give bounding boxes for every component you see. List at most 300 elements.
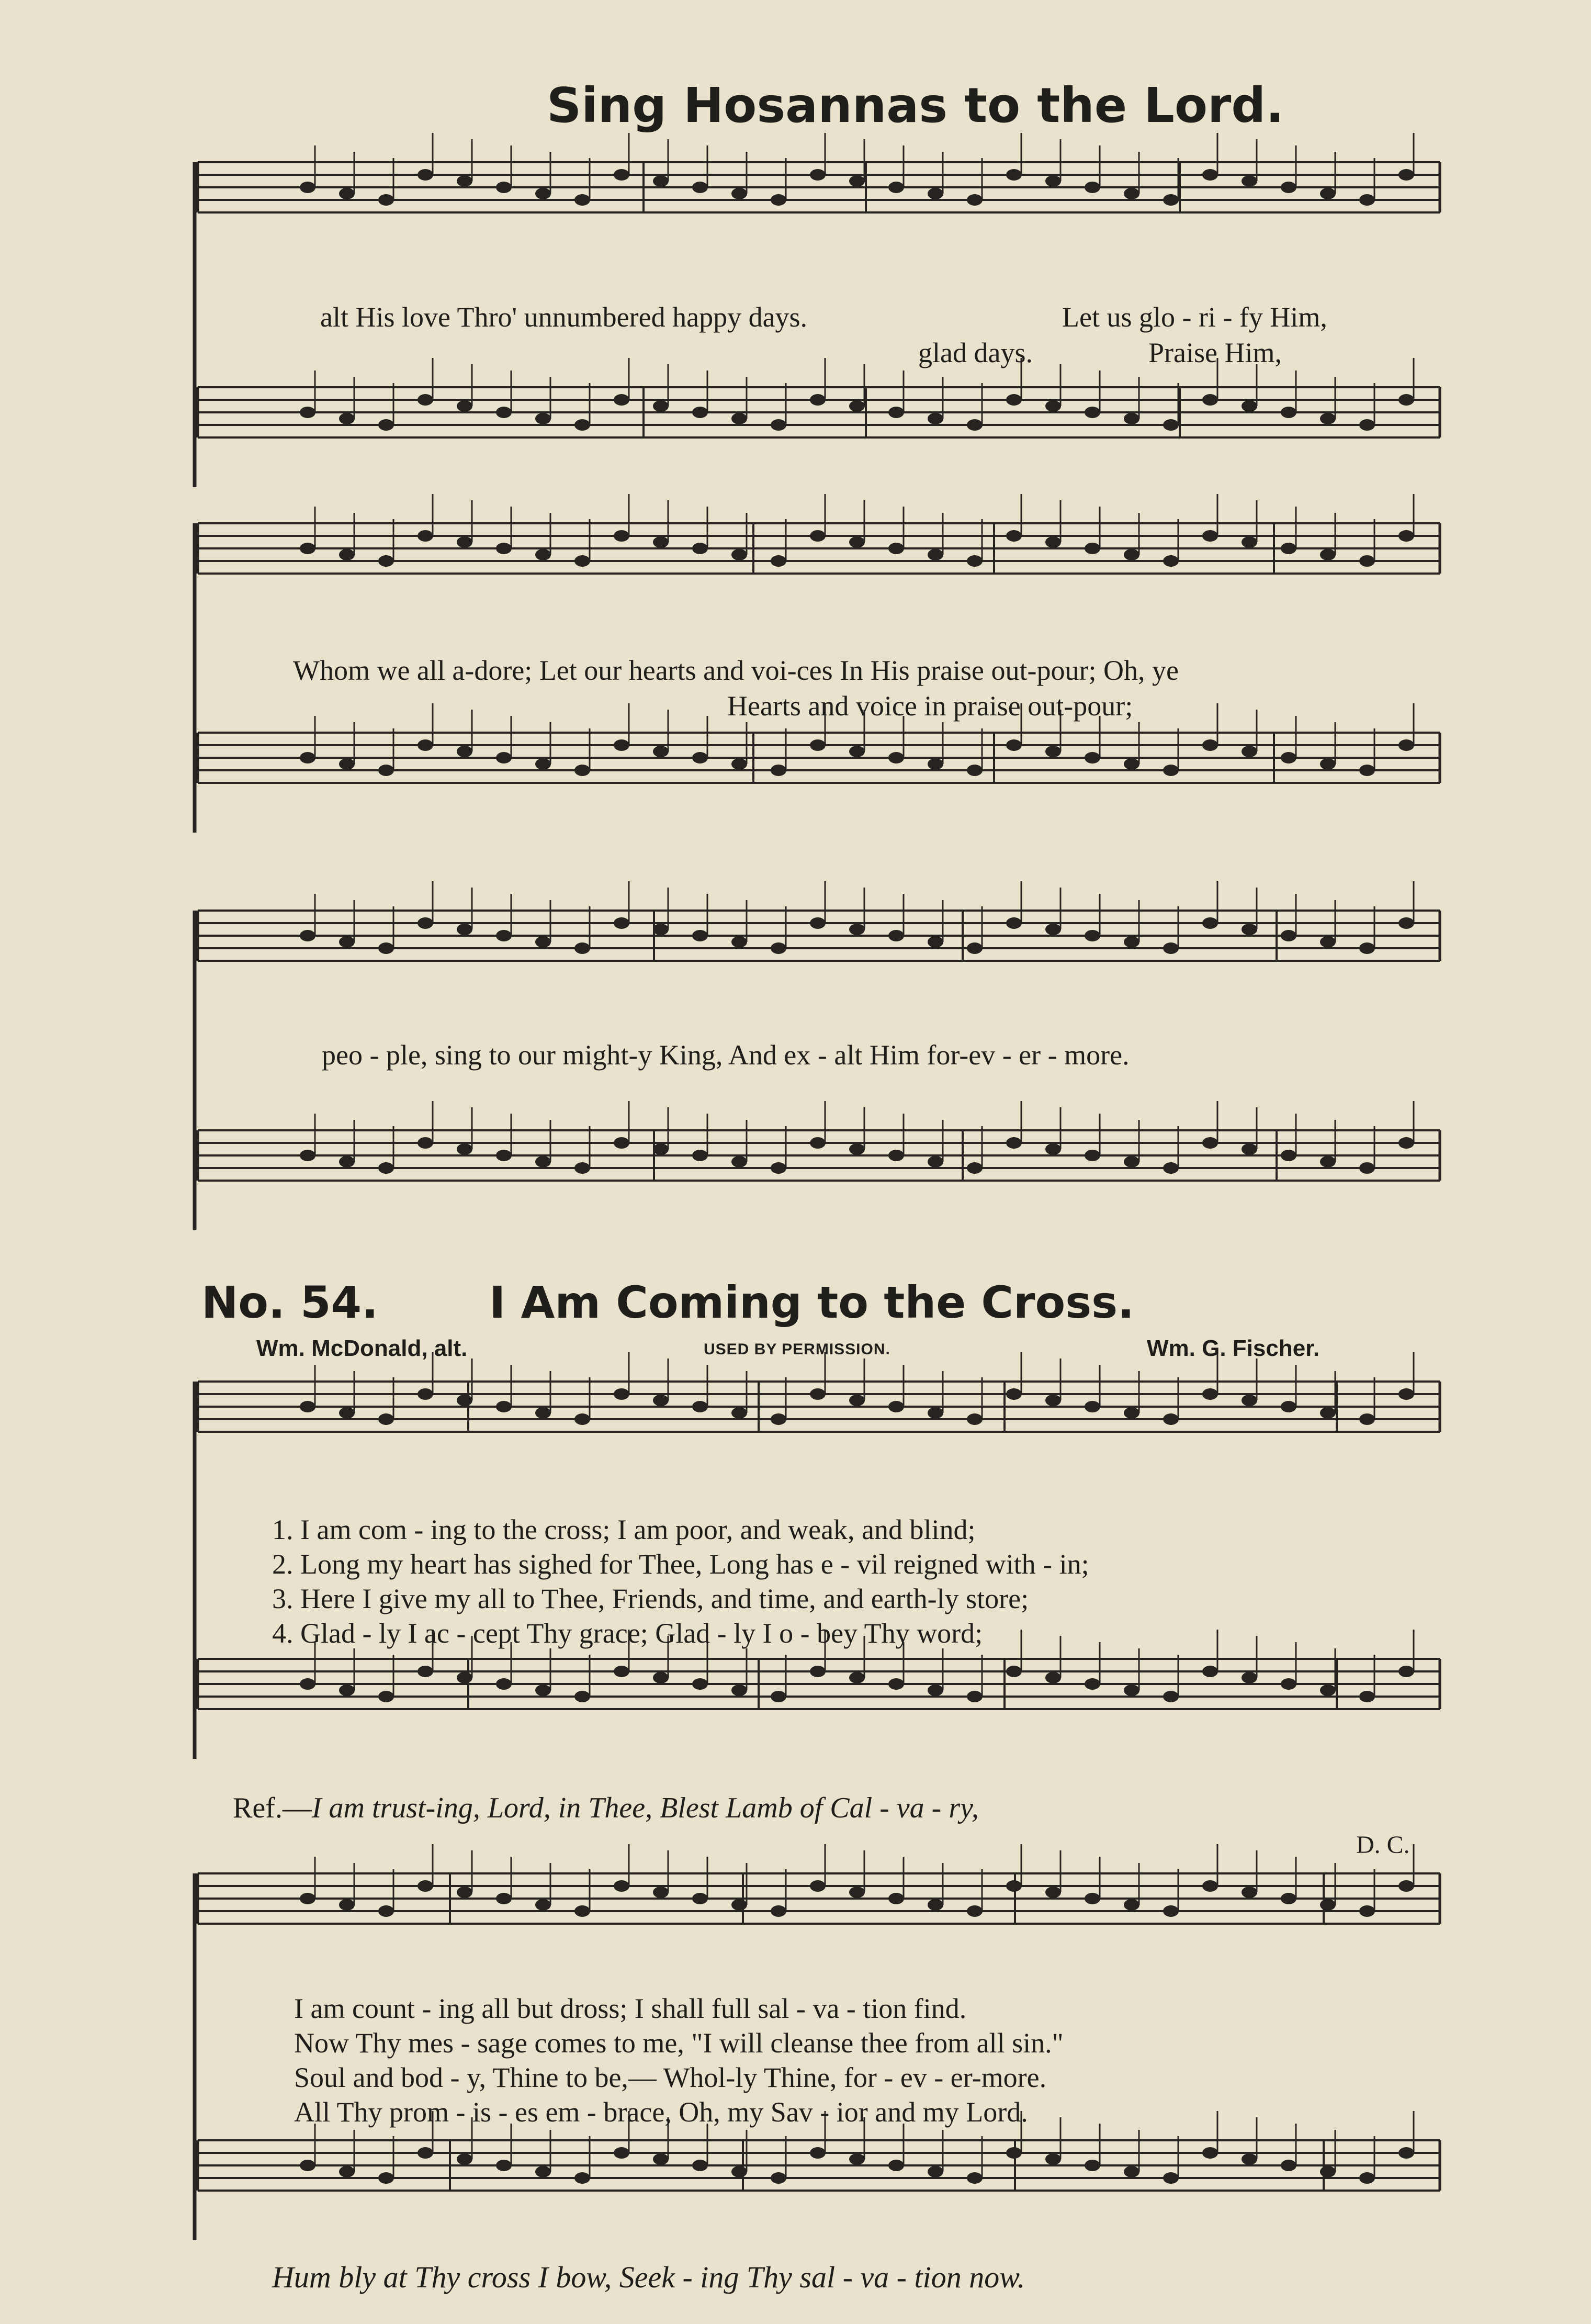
verse-block-2 [294,1991,1064,2129]
note-head [300,930,315,941]
note-head [810,917,826,929]
note-head [653,175,669,187]
note-head [849,175,865,187]
note-head [378,1413,394,1425]
note-head [574,194,590,206]
note-head [1124,1407,1139,1419]
note-head [692,930,708,941]
note-head [810,739,826,751]
note-head [888,2160,904,2171]
note-head [1242,400,1257,412]
note-head [1202,1666,1218,1677]
note-head [614,1388,629,1400]
note-head [300,752,315,764]
note-head [496,2160,512,2171]
note-head [1085,930,1100,941]
note-head [810,530,826,542]
note-head [1163,1905,1179,1917]
note-head [1163,2172,1179,2184]
note-head [1163,194,1179,206]
note-head [653,1887,669,1898]
note-head [967,194,983,206]
note-head [457,1672,472,1683]
note-head [928,1899,943,1911]
note-head [339,2166,355,2177]
note-head [1281,182,1296,193]
note-head [1281,1678,1296,1690]
verse-1-line-b: I am count - ing all but dross; I shall full sal - va - tion find. [294,1993,967,2024]
note-head [496,1150,512,1161]
note-head [928,1407,943,1419]
note-head [300,1678,315,1690]
note-head [1163,555,1179,567]
note-head [692,407,708,418]
note-head [771,194,786,206]
note-head [1359,765,1375,776]
note-head [653,1395,669,1406]
note-head [378,942,394,954]
note-head [535,549,551,560]
note-head [614,1666,629,1677]
music-credit: Wm. G. Fischer. [1147,1335,1320,1361]
note-head [731,188,747,199]
note-head [771,765,786,776]
note-head [1202,1137,1218,1149]
note-head [928,2166,943,2177]
note-head [849,1395,865,1406]
note-head [1242,1887,1257,1898]
note-head [1281,1150,1296,1161]
note-head [810,2147,826,2159]
note-head [457,175,472,187]
note-head [1242,1143,1257,1155]
note-head [1163,1691,1179,1702]
note-head [1242,2153,1257,2165]
note-head [1202,1880,1218,1892]
note-head [1320,413,1336,424]
note-head [1085,1893,1100,1904]
note-head [614,1137,629,1149]
note-head [928,758,943,770]
note-head [378,419,394,431]
refrain-line-2: Hum bly at Thy cross I bow, Seek - ing Thy sal - va - tion now. [272,2260,1025,2294]
note-head [574,1691,590,1702]
permission-note: USED BY PERMISSION. [704,1341,890,1358]
note-head [1359,194,1375,206]
note-head [692,1678,708,1690]
note-head [1398,1388,1414,1400]
lyric-line-1: alt His love Thro' unnumbered happy days. [320,301,808,333]
note-head [1359,1162,1375,1174]
note-head [1281,543,1296,554]
refrain-text-1: I am trust-ing, Lord, in Thee, Blest Lamb of Cal - va - ry, [311,1792,979,1824]
note-head [339,936,355,948]
note-head [378,1691,394,1702]
note-head [457,924,472,935]
note-head [1320,1156,1336,1167]
note-head [928,1685,943,1696]
note-head [810,169,826,181]
note-head [849,400,865,412]
note-head [1242,536,1257,548]
lyric-line-3: peo - ple, sing to our might-y King, And ex - alt Him for-ev - er - more. [322,1039,1130,1071]
verse-3-line-a: 3. Here I give my all to Thee, Friends, and time, and earth-ly store; [272,1583,1029,1614]
note-head [849,2153,865,2165]
note-head [810,1388,826,1400]
note-head [1124,1156,1139,1167]
note-head [653,2153,669,2165]
note-head [888,543,904,554]
note-head [300,182,315,193]
note-head [418,1137,433,1149]
note-head [614,2147,629,2159]
note-head [378,2172,394,2184]
da-capo-mark: D. C. [1356,1831,1410,1859]
note-head [1085,2160,1100,2171]
note-head [378,765,394,776]
note-head [300,407,315,418]
note-head [1359,1691,1375,1702]
note-head [1006,394,1022,406]
note-head [1163,1413,1179,1425]
note-head [1398,1666,1414,1677]
note-head [457,2153,472,2165]
lyric-line-2: Whom we all a-dore; Let our hearts and voi-ces In His praise out-pour; Oh, ye [293,655,1179,686]
verse-4-line-a: 4. Glad - ly I ac - cept Thy grace; Glad - ly I o - bey Thy word; [272,1618,983,1649]
note-head [771,1691,786,1702]
note-head [928,549,943,560]
hymn-number: No. 54. [201,1277,378,1328]
note-head [300,543,315,554]
lyric-line-2-alt: Hearts and voice in praise out-pour; [727,690,1133,722]
note-head [1281,407,1296,418]
note-head [1006,917,1022,929]
note-head [731,758,747,770]
note-head [967,2172,983,2184]
note-head [1281,2160,1296,2171]
note-head [1006,1137,1022,1149]
note-head [614,530,629,542]
note-head [692,752,708,764]
note-head [457,1143,472,1155]
note-head [771,1162,786,1174]
note-head [614,1880,629,1892]
note-head [1085,752,1100,764]
note-head [1398,917,1414,929]
note-head [339,758,355,770]
note-head [1124,1685,1139,1696]
note-head [1202,1388,1218,1400]
note-head [535,758,551,770]
note-head [378,1162,394,1174]
note-head [1045,536,1061,548]
note-head [1359,1905,1375,1917]
note-head [967,1162,983,1174]
note-head [888,1678,904,1690]
note-head [1242,175,1257,187]
note-head [378,555,394,567]
note-head [1045,924,1061,935]
note-head [967,1413,983,1425]
note-head [1163,419,1179,431]
note-head [771,942,786,954]
note-head [457,1887,472,1898]
note-head [1202,169,1218,181]
note-head [692,182,708,193]
note-head [1320,2166,1336,2177]
note-head [378,194,394,206]
note-head [1398,1880,1414,1892]
note-head [1085,1401,1100,1412]
note-head [967,765,983,776]
note-head [1320,1685,1336,1696]
note-head [1006,1666,1022,1677]
note-head [1359,2172,1375,2184]
lyric-line-1-right: Let us glo - ri - fy Him, [1062,301,1327,333]
note-head [574,419,590,431]
note-head [496,182,512,193]
note-head [888,182,904,193]
note-head [496,407,512,418]
note-head [928,1156,943,1167]
note-head [300,1401,315,1412]
note-head [1045,1672,1061,1683]
note-head [457,400,472,412]
note-head [418,530,433,542]
note-head [1242,746,1257,757]
note-head [339,188,355,199]
verse-2-line-a: 2. Long my heart has sighed for Thee, Long has e - vil reigned with - in; [272,1548,1089,1580]
note-head [1163,1162,1179,1174]
verse-4-line-b: All Thy prom - is - es em - brace, Oh, my Sav - ior and my Lord. [294,2096,1028,2128]
note-head [300,1893,315,1904]
note-head [1006,1880,1022,1892]
note-head [692,543,708,554]
note-head [1320,1407,1336,1419]
note-head [1202,917,1218,929]
note-head [1398,2147,1414,2159]
note-head [1202,2147,1218,2159]
note-head [653,1672,669,1683]
note-head [1006,530,1022,542]
note-head [849,746,865,757]
note-head [1045,2153,1061,2165]
note-head [496,1678,512,1690]
note-head [1281,930,1296,941]
verse-1-line-a: 1. I am com - ing to the cross; I am poor, and weak, and blind; [272,1514,976,1545]
note-head [1085,1150,1100,1161]
note-head [339,1685,355,1696]
note-head [810,394,826,406]
note-head [339,549,355,560]
note-head [967,1691,983,1702]
note-head [1163,765,1179,776]
note-head [692,1893,708,1904]
note-head [1320,188,1336,199]
note-head [731,1899,747,1911]
words-credit: Wm. McDonald, alt. [256,1335,468,1361]
note-head [1085,182,1100,193]
note-head [967,419,983,431]
note-head [1124,2166,1139,2177]
note-head [1045,1887,1061,1898]
note-head [653,1143,669,1155]
note-head [535,936,551,948]
note-head [339,1899,355,1911]
note-head [418,169,433,181]
verse-2-line-b: Now Thy mes - sage comes to me, "I will cleanse thee from all sin." [294,2027,1064,2059]
note-head [888,752,904,764]
note-head [1320,936,1336,948]
note-head [614,394,629,406]
note-head [457,536,472,548]
lyric-line-1-alt: glad days. [918,337,1033,368]
note-head [574,555,590,567]
note-head [614,739,629,751]
note-head [1281,1401,1296,1412]
note-head [496,930,512,941]
note-head [731,936,747,948]
note-head [888,1150,904,1161]
note-head [1242,1672,1257,1683]
note-head [300,1150,315,1161]
note-head [928,413,943,424]
note-head [1359,419,1375,431]
note-head [1281,752,1296,764]
note-head [1202,530,1218,542]
note-head [810,1137,826,1149]
note-head [653,400,669,412]
note-head [574,1905,590,1917]
note-head [339,413,355,424]
note-head [535,1685,551,1696]
note-head [1320,549,1336,560]
note-head [1202,739,1218,751]
note-head [1124,549,1139,560]
verse-block-1 [272,1512,1089,1651]
note-head [457,746,472,757]
note-head [888,1893,904,1904]
note-head [653,536,669,548]
note-head [810,1880,826,1892]
note-head [849,924,865,935]
note-head [771,1413,786,1425]
note-head [731,1407,747,1419]
note-head [849,1887,865,1898]
note-head [418,2147,433,2159]
note-head [1085,543,1100,554]
note-head [1085,407,1100,418]
note-head [1045,400,1061,412]
note-head [574,2172,590,2184]
note-head [1398,739,1414,751]
note-head [928,936,943,948]
note-head [692,2160,708,2171]
note-head [967,942,983,954]
note-head [967,555,983,567]
note-head [1320,758,1336,770]
note-head [731,549,747,560]
note-head [967,1905,983,1917]
note-head [771,2172,786,2184]
note-head [418,917,433,929]
refrain-label: Ref.— [233,1792,312,1824]
note-head [653,746,669,757]
note-head [1006,739,1022,751]
note-head [1398,394,1414,406]
note-head [1359,1413,1375,1425]
verse-3-line-b: Soul and bod - y, Thine to be,— Whol-ly Thine, for - ev - er-more. [294,2062,1047,2093]
note-head [653,924,669,935]
note-head [731,1685,747,1696]
note-head [1045,175,1061,187]
note-head [1202,394,1218,406]
note-head [535,1899,551,1911]
note-head [731,1156,747,1167]
note-head [888,1401,904,1412]
note-head [849,1143,865,1155]
note-head [496,1401,512,1412]
note-head [300,2160,315,2171]
note-head [574,765,590,776]
note-head [849,1672,865,1683]
note-head [731,413,747,424]
note-head [928,188,943,199]
hymn-title-sing-hosannas: Sing Hosannas to the Lord. [547,77,1284,133]
note-head [1124,936,1139,948]
note-head [810,1666,826,1677]
note-head [1359,942,1375,954]
note-head [496,543,512,554]
note-head [692,1150,708,1161]
note-head [535,2166,551,2177]
note-head [888,930,904,941]
note-head [614,169,629,181]
note-head [614,917,629,929]
note-head [1398,1137,1414,1149]
note-head [339,1407,355,1419]
note-head [418,394,433,406]
note-head [574,942,590,954]
note-head [535,1407,551,1419]
note-head [496,1893,512,1904]
note-head [418,1388,433,1400]
note-head [692,1401,708,1412]
note-head [574,1413,590,1425]
note-head [1163,942,1179,954]
note-head [535,188,551,199]
note-head [378,1905,394,1917]
lyric-line-1-alt2: Praise Him, [1148,337,1282,368]
note-head [418,1666,433,1677]
note-head [339,1156,355,1167]
note-head [574,1162,590,1174]
note-head [535,1156,551,1167]
note-head [888,407,904,418]
note-head [1398,530,1414,542]
note-head [1006,2147,1022,2159]
note-head [1124,188,1139,199]
note-head [1124,413,1139,424]
note-head [1242,924,1257,935]
note-head [1045,746,1061,757]
note-head [1359,555,1375,567]
refrain-line-1 [233,1791,979,1825]
note-head [418,739,433,751]
note-head [418,1880,433,1892]
note-head [1320,1899,1336,1911]
note-head [771,419,786,431]
